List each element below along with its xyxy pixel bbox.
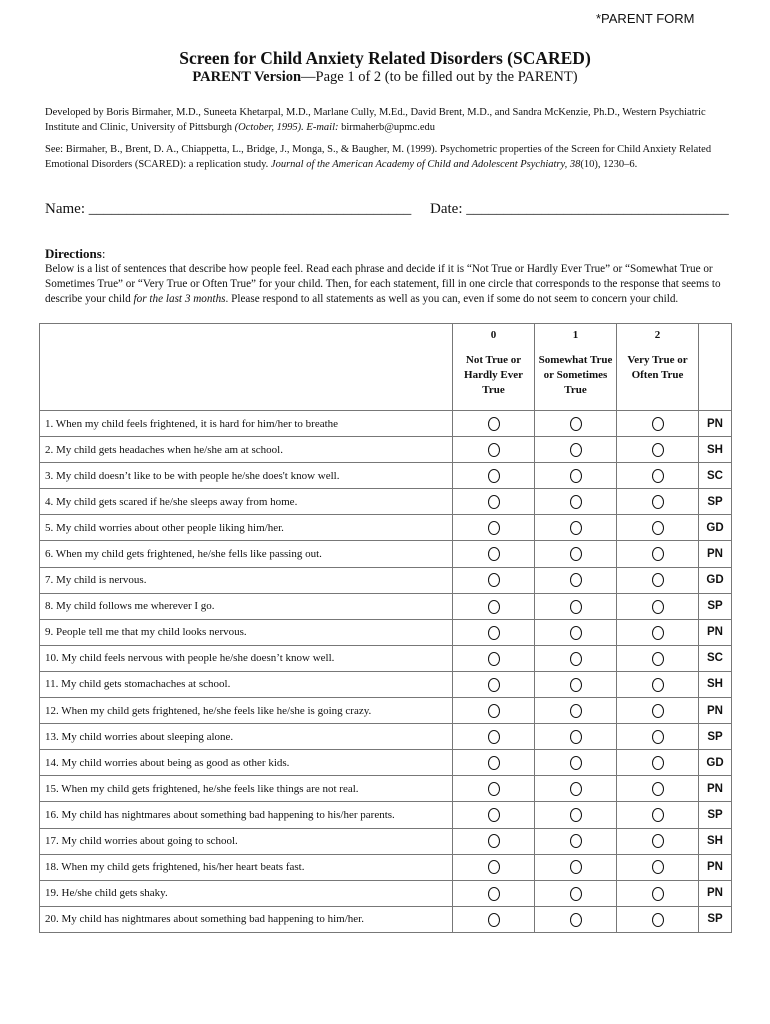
citation-pages: (10), 1230–6. [580,159,638,170]
table-row [40,671,732,697]
response-radio-0[interactable] [488,573,500,587]
subscale-code: PN [699,619,732,645]
col-1-label: Somewhat True or Sometimes True [538,354,613,396]
question-text: 6. When my child gets frightened, he/she fells like passing out. [40,541,453,567]
col-2-label: Very True or Often True [627,354,688,381]
header-question-cell [40,324,453,411]
response-radio-0[interactable] [488,469,500,483]
subscale-code: SC [699,463,732,489]
subscale-code: PN [699,541,732,567]
response-radio-0[interactable] [488,417,500,431]
response-radio-1[interactable] [570,834,582,848]
response-cell-1 [535,750,617,776]
directions-part-2: . Please respond to all statements as well as you can, even if some do not seem to concern your child. [225,292,679,305]
question-text: 14. My child worries about being as good as other kids. [40,750,453,776]
response-cell-2 [617,437,699,463]
header-col-2 [617,324,699,411]
credits-text [45,105,735,135]
response-radio-2[interactable] [652,547,664,561]
response-cell-2 [617,854,699,880]
scared-table [39,323,732,933]
response-cell-0 [453,724,535,750]
response-radio-2[interactable] [652,626,664,640]
table-row [40,828,732,854]
question-text: 9. People tell me that my child looks nervous. [40,619,453,645]
response-radio-0[interactable] [488,521,500,535]
table-row [40,854,732,880]
question-text: 1. When my child feels frightened, it is hard for him/her to breathe [40,411,453,437]
response-radio-1[interactable] [570,808,582,822]
response-radio-0[interactable] [488,860,500,874]
credits-authors: Developed by Boris Birmaher, M.D., Suneeta Khetarpal, M.D., Marlane Cully, M.Ed., David Brent, M.D., and Sandra McKenzie, Ph.D., Western Psychiatric Institute and Clinic, University of Pittsburgh [45,107,706,133]
response-cell-1 [535,619,617,645]
question-text: 11. My child gets stomachaches at school. [40,671,453,697]
response-cell-1 [535,515,617,541]
form-title: Screen for Child Anxiety Related Disorders (SCARED) [179,48,591,68]
header-col-0 [453,324,535,411]
response-radio-0[interactable] [488,443,500,457]
response-radio-2[interactable] [652,417,664,431]
subscale-code: SP [699,802,732,828]
response-radio-2[interactable] [652,887,664,901]
response-radio-0[interactable] [488,678,500,692]
subscale-code: PN [699,880,732,906]
response-cell-0 [453,437,535,463]
col-1-number: 1 [572,329,579,341]
subscale-code: SP [699,593,732,619]
response-cell-0 [453,854,535,880]
response-radio-2[interactable] [652,756,664,770]
table-row [40,463,732,489]
response-radio-2[interactable] [652,495,664,509]
subscale-code: SC [699,645,732,671]
table-row [40,593,732,619]
subscale-code: PN [699,698,732,724]
response-cell-2 [617,645,699,671]
response-cell-2 [617,906,699,932]
items-body [40,411,732,933]
response-cell-0 [453,593,535,619]
subscale-code: GD [699,567,732,593]
credits-email: birmaherb@upmc.edu [338,122,436,133]
response-radio-1[interactable] [570,913,582,927]
table-row [40,906,732,932]
response-radio-2[interactable] [652,860,664,874]
response-radio-2[interactable] [652,808,664,822]
name-field[interactable]: Name: ___________________________________________ [45,201,412,217]
response-radio-1[interactable] [570,547,582,561]
response-cell-1 [535,411,617,437]
subtitle-page: —Page 1 of 2 (to be filled out by the PARENT) [301,69,578,85]
response-cell-2 [617,698,699,724]
response-cell-1 [535,880,617,906]
response-cell-1 [535,437,617,463]
subscale-code: PN [699,776,732,802]
table-row [40,698,732,724]
response-cell-1 [535,776,617,802]
response-radio-2[interactable] [652,521,664,535]
response-radio-2[interactable] [652,678,664,692]
subscale-code: PN [699,411,732,437]
directions-part-1: Below is a list of sentences that describe how people feel. Read each phrase and decide if it is “Not True or Hardly Ever True” or “Somewhat True or Sometimes True” or “Very True or Often True” for your child. Then, for each statement, fill in one circle that corresponds to the response that seems to describe your child [45,263,721,305]
table-row [40,515,732,541]
response-cell-0 [453,671,535,697]
subscale-code: SP [699,906,732,932]
response-cell-2 [617,880,699,906]
directions-heading-colon: : [101,246,106,261]
response-radio-2[interactable] [652,913,664,927]
response-cell-0 [453,515,535,541]
response-cell-0 [453,541,535,567]
directions-heading-label: Directions [45,246,102,261]
response-radio-2[interactable] [652,573,664,587]
response-radio-0[interactable] [488,547,500,561]
response-cell-2 [617,463,699,489]
table-row [40,724,732,750]
table-row [40,750,732,776]
response-radio-0[interactable] [488,913,500,927]
response-cell-2 [617,567,699,593]
table-row [40,489,732,515]
subscale-code: SP [699,489,732,515]
response-cell-0 [453,776,535,802]
table-row [40,567,732,593]
response-radio-2[interactable] [652,652,664,666]
response-cell-2 [617,515,699,541]
response-cell-0 [453,645,535,671]
question-text: 2. My child gets headaches when he/she am at school. [40,437,453,463]
table-row [40,880,732,906]
response-radio-0[interactable] [488,756,500,770]
response-cell-1 [535,489,617,515]
subscale-code: GD [699,515,732,541]
response-cell-2 [617,671,699,697]
subscale-code: GD [699,750,732,776]
response-radio-1[interactable] [570,782,582,796]
response-cell-1 [535,828,617,854]
response-radio-1[interactable] [570,443,582,457]
response-cell-1 [535,854,617,880]
col-0-number: 0 [490,329,497,341]
response-cell-1 [535,724,617,750]
response-radio-2[interactable] [652,834,664,848]
response-radio-0[interactable] [488,834,500,848]
response-cell-2 [617,802,699,828]
response-radio-0[interactable] [488,808,500,822]
response-radio-0[interactable] [488,652,500,666]
citation-text [45,142,735,172]
response-radio-0[interactable] [488,704,500,718]
question-text: 8. My child follows me wherever I go. [40,593,453,619]
header-row [40,324,732,411]
response-cell-0 [453,906,535,932]
table-row [40,802,732,828]
response-cell-2 [617,750,699,776]
response-cell-2 [617,411,699,437]
form-subtitle [0,69,770,86]
question-text: 16. My child has nightmares about something bad happening to his/her parents. [40,802,453,828]
response-cell-1 [535,541,617,567]
response-cell-0 [453,619,535,645]
response-cell-1 [535,567,617,593]
response-radio-1[interactable] [570,756,582,770]
question-text: 19. He/she child gets shaky. [40,880,453,906]
response-cell-2 [617,593,699,619]
response-cell-0 [453,489,535,515]
response-radio-1[interactable] [570,469,582,483]
response-cell-1 [535,671,617,697]
table-row [40,411,732,437]
response-radio-1[interactable] [570,678,582,692]
question-text: 10. My child feels nervous with people he/she doesn’t know well. [40,645,453,671]
question-text: 15. When my child gets frightened, he/she feels like things are not real. [40,776,453,802]
response-cell-1 [535,593,617,619]
response-radio-2[interactable] [652,443,664,457]
response-radio-2[interactable] [652,782,664,796]
response-radio-1[interactable] [570,887,582,901]
response-cell-0 [453,411,535,437]
response-radio-1[interactable] [570,600,582,614]
response-radio-1[interactable] [570,730,582,744]
table-row [40,541,732,567]
response-radio-2[interactable] [652,704,664,718]
response-cell-2 [617,776,699,802]
table-row [40,776,732,802]
question-text: 20. My child has nightmares about something bad happening to him/her. [40,906,453,932]
table-row [40,645,732,671]
response-cell-1 [535,698,617,724]
table-row [40,619,732,645]
response-cell-0 [453,567,535,593]
question-text: 3. My child doesn’t like to be with people he/she does't know well. [40,463,453,489]
question-text: 13. My child worries about sleeping alone. [40,724,453,750]
response-cell-2 [617,828,699,854]
parent-form-tag: *PARENT FORM [596,11,695,26]
response-cell-1 [535,463,617,489]
response-cell-1 [535,906,617,932]
question-text: 7. My child is nervous. [40,567,453,593]
response-cell-1 [535,645,617,671]
response-cell-2 [617,619,699,645]
response-radio-2[interactable] [652,730,664,744]
response-radio-1[interactable] [570,704,582,718]
col-2-number: 2 [654,329,661,341]
directions-heading [45,246,105,262]
response-cell-0 [453,750,535,776]
response-cell-2 [617,724,699,750]
response-cell-0 [453,828,535,854]
date-field[interactable]: Date: ___________________________________ [430,201,729,217]
response-radio-1[interactable] [570,521,582,535]
header-code-cell [699,324,732,411]
response-cell-0 [453,802,535,828]
response-radio-0[interactable] [488,600,500,614]
response-radio-1[interactable] [570,417,582,431]
question-text: 17. My child worries about going to school. [40,828,453,854]
response-radio-1[interactable] [570,626,582,640]
response-radio-1[interactable] [570,495,582,509]
question-text: 5. My child worries about other people liking him/her. [40,515,453,541]
question-text: 4. My child gets scared if he/she sleeps away from home. [40,489,453,515]
subscale-code: SH [699,828,732,854]
citation-authors: See: Birmaher, B., Brent, D. A., Chiappetta, L., Bridge, J., Monga, S., & Baugher, M. (1999). Psychometric properties of the Screen for Child Anxiety Related Emotional Disorders (SCARED): a replication study. [45,144,712,170]
question-text: 18. When my child gets frightened, his/her heart beats fast. [40,854,453,880]
subscale-code: PN [699,854,732,880]
header-col-1 [535,324,617,411]
response-cell-2 [617,489,699,515]
response-radio-1[interactable] [570,860,582,874]
subscale-code: SH [699,671,732,697]
response-radio-2[interactable] [652,600,664,614]
response-radio-1[interactable] [570,652,582,666]
subscale-code: SP [699,724,732,750]
col-0-label: Not True or Hardly Ever True [464,354,523,396]
response-cell-1 [535,802,617,828]
citation-journal: Journal of the American Academy of Child and Adolescent Psychiatry, 38 [270,159,581,170]
credits-date: (October, 1995). E-mail: [234,122,339,133]
response-cell-2 [617,541,699,567]
table-row [40,437,732,463]
response-cell-0 [453,698,535,724]
response-radio-1[interactable] [570,573,582,587]
response-radio-0[interactable] [488,495,500,509]
question-text: 12. When my child gets frightened, he/she feels like he/she is going crazy. [40,698,453,724]
subtitle-version: PARENT Version [192,69,302,85]
response-radio-0[interactable] [488,782,500,796]
response-cell-0 [453,463,535,489]
response-radio-0[interactable] [488,730,500,744]
response-cell-0 [453,880,535,906]
response-radio-0[interactable] [488,887,500,901]
directions-text [45,262,730,306]
response-radio-2[interactable] [652,469,664,483]
subscale-code: SH [699,437,732,463]
directions-italic: for the last 3 months [133,292,226,305]
response-radio-0[interactable] [488,626,500,640]
